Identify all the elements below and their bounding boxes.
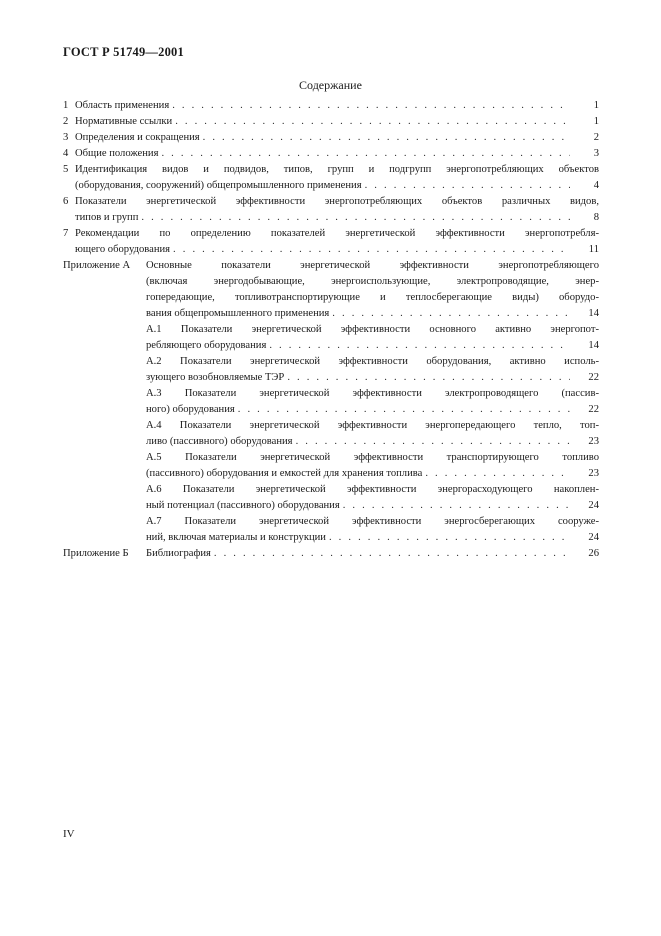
toc-page-number: 23 (588, 468, 599, 479)
toc-entry-text: ний, включая материалы и конструкции (146, 532, 326, 543)
toc-entry-text: ный потенциал (пассивного) оборудования (146, 500, 340, 511)
document-code: ГОСТ Р 51749—2001 (63, 45, 184, 59)
leader-dots (296, 434, 570, 450)
leader-dots (425, 466, 570, 482)
toc-entry-text-line: А.1 Показатели энергетической эффективности основного активно энергопот- (146, 324, 599, 335)
toc-entry-text: Нормативные ссылки (75, 116, 173, 127)
toc-entry-section[interactable] (63, 146, 599, 162)
toc-entry-text-line: А.5 Показатели энергетической эффективности транспортирующего топливо (146, 452, 599, 463)
leader-dots (203, 130, 570, 146)
toc-entry-text-line: Показатели энергетической эффективности энергопотребляющих объектов различных видов, (75, 196, 599, 207)
leader-dots (175, 114, 570, 130)
toc-page-number: 1 (593, 100, 599, 111)
toc-entry-text: ливо (пассивного) оборудования (146, 436, 293, 447)
toc-page-number: 3 (593, 148, 599, 159)
toc-entry-text-line: А.2 Показатели энергетической эффективности оборудования, активно исполь- (146, 356, 599, 367)
leader-dots (343, 498, 570, 514)
toc-page-number: 2 (593, 132, 599, 143)
toc-entry-section[interactable] (63, 114, 599, 130)
toc-entry-subsection[interactable] (146, 482, 599, 514)
toc-page-number: 14 (588, 340, 599, 351)
toc-entry-text: (пассивного) оборудования и емкостей для хранения топлива (146, 468, 423, 479)
toc-entry-last-line (75, 210, 599, 226)
toc-entry-last-line (146, 546, 599, 562)
toc-entry-subsection[interactable] (146, 354, 599, 386)
toc-entry-section[interactable] (63, 226, 599, 258)
section-number: 3 (63, 132, 69, 143)
leader-dots (287, 370, 570, 386)
appendix-label: Приложение А (63, 260, 131, 271)
leader-dots (329, 530, 570, 546)
appendix-body (146, 546, 599, 562)
toc-entry-text: вания общепромышленного применения (146, 308, 330, 319)
toc-entry-text: Область применения (75, 100, 170, 111)
table-of-contents (63, 98, 599, 562)
toc-page-number: 11 (588, 244, 599, 255)
toc-entry-text-line: Основные показатели энергетической эффективности энергопотребляющего (146, 260, 599, 271)
toc-entry-last-line (75, 178, 599, 194)
toc-entry-last-line (146, 402, 599, 418)
section-body (75, 162, 599, 194)
leader-dots (365, 178, 570, 194)
leader-dots (141, 210, 570, 226)
toc-page-number: 22 (588, 372, 599, 383)
toc-entry-appendix-b[interactable] (63, 546, 599, 562)
toc-entry-last-line (146, 530, 599, 546)
toc-entry-text-line: Рекомендации по определению показателей энергетической эффективности энергопотребля- (75, 228, 599, 239)
toc-entry-last-line (146, 466, 599, 482)
toc-entry-text-line: А.6 Показатели энергетической эффективности энергорасходующего накоплен- (146, 484, 599, 495)
section-body (75, 226, 599, 258)
toc-entry-section[interactable] (63, 194, 599, 226)
toc-page-number: 23 (588, 436, 599, 447)
toc-entry-text: ребляющего оборудования (146, 340, 267, 351)
toc-entry-text: зующего возобновляемые ТЭР (146, 372, 285, 383)
section-body (75, 130, 599, 146)
toc-entry-last-line (75, 130, 599, 146)
page-number-roman: IV (63, 828, 75, 840)
section-body (75, 114, 599, 130)
toc-entry-text: ющего оборудования (75, 244, 171, 255)
section-body (75, 146, 599, 162)
toc-entry-text: ного) оборудования (146, 404, 235, 415)
toc-entry-last-line (75, 146, 599, 162)
toc-entry-appendix-a[interactable] (63, 258, 599, 322)
toc-entry-section[interactable] (63, 162, 599, 194)
leader-dots (214, 546, 570, 562)
section-number: 7 (63, 228, 69, 239)
toc-page-number: 24 (588, 500, 599, 511)
toc-entry-last-line (146, 370, 599, 386)
section-number: 1 (63, 100, 69, 111)
toc-page-number: 26 (588, 548, 599, 559)
toc-entry-text-line: (включая энергодобывающие, энергоиспользующие, электропроводящие, энер- (146, 276, 599, 287)
toc-entry-text: Библиография (146, 548, 211, 559)
leader-dots (332, 306, 570, 322)
toc-entry-last-line (75, 114, 599, 130)
toc-page-number: 14 (588, 308, 599, 319)
toc-entry-text-line: А.7 Показатели энергетической эффективности энергосберегающих сооруже- (146, 516, 599, 527)
toc-entry-text-line: А.3 Показатели энергетической эффективности электропроводящего (пассив- (146, 388, 599, 399)
toc-entry-section[interactable] (63, 130, 599, 146)
toc-entry-last-line (75, 242, 599, 258)
toc-entry-last-line (75, 98, 599, 114)
toc-page-number: 24 (588, 532, 599, 543)
toc-page-number: 8 (593, 212, 599, 223)
toc-entry-text-line: Идентификация видов и подвидов, типов, групп и подгрупп энергопотребляющих объектов (75, 164, 599, 175)
toc-entry-last-line (146, 338, 599, 354)
section-body (75, 194, 599, 226)
toc-entry-subsection[interactable] (146, 450, 599, 482)
toc-page-number: 4 (593, 180, 599, 191)
leader-dots (172, 98, 570, 114)
section-number: 2 (63, 116, 69, 127)
appendix-label: Приложение Б (63, 548, 129, 559)
toc-entry-text-line: гопередающие, топливотранспортирующие и теплосберегающие виды) оборудо- (146, 292, 599, 303)
toc-page-number: 1 (593, 116, 599, 127)
section-number: 6 (63, 196, 69, 207)
toc-entry-text: типов и групп (75, 212, 139, 223)
toc-entry-subsection[interactable] (146, 514, 599, 546)
toc-entry-subsection[interactable] (146, 322, 599, 354)
toc-title: Содержание (299, 78, 362, 92)
toc-entry-last-line (146, 306, 599, 322)
leader-dots (173, 242, 570, 258)
leader-dots (269, 338, 570, 354)
section-body (75, 98, 599, 114)
toc-entry-text-line: А.4 Показатели энергетической эффективности энергопередающего тепло, топ- (146, 420, 599, 431)
toc-entry-last-line (146, 498, 599, 514)
section-number: 5 (63, 164, 69, 175)
toc-entry-subsection[interactable] (146, 418, 599, 450)
toc-entry-section[interactable] (63, 98, 599, 114)
section-number: 4 (63, 148, 69, 159)
toc-entry-subsection[interactable] (146, 386, 599, 418)
toc-page-number: 22 (588, 404, 599, 415)
leader-dots (238, 402, 570, 418)
toc-entry-text: Общие положения (75, 148, 159, 159)
toc-entry-last-line (146, 434, 599, 450)
leader-dots (161, 146, 570, 162)
appendix-body (146, 258, 599, 322)
toc-entry-text: Определения и сокращения (75, 132, 200, 143)
toc-entry-text: (оборудования, сооружений) общепромышленного применения (75, 180, 362, 191)
